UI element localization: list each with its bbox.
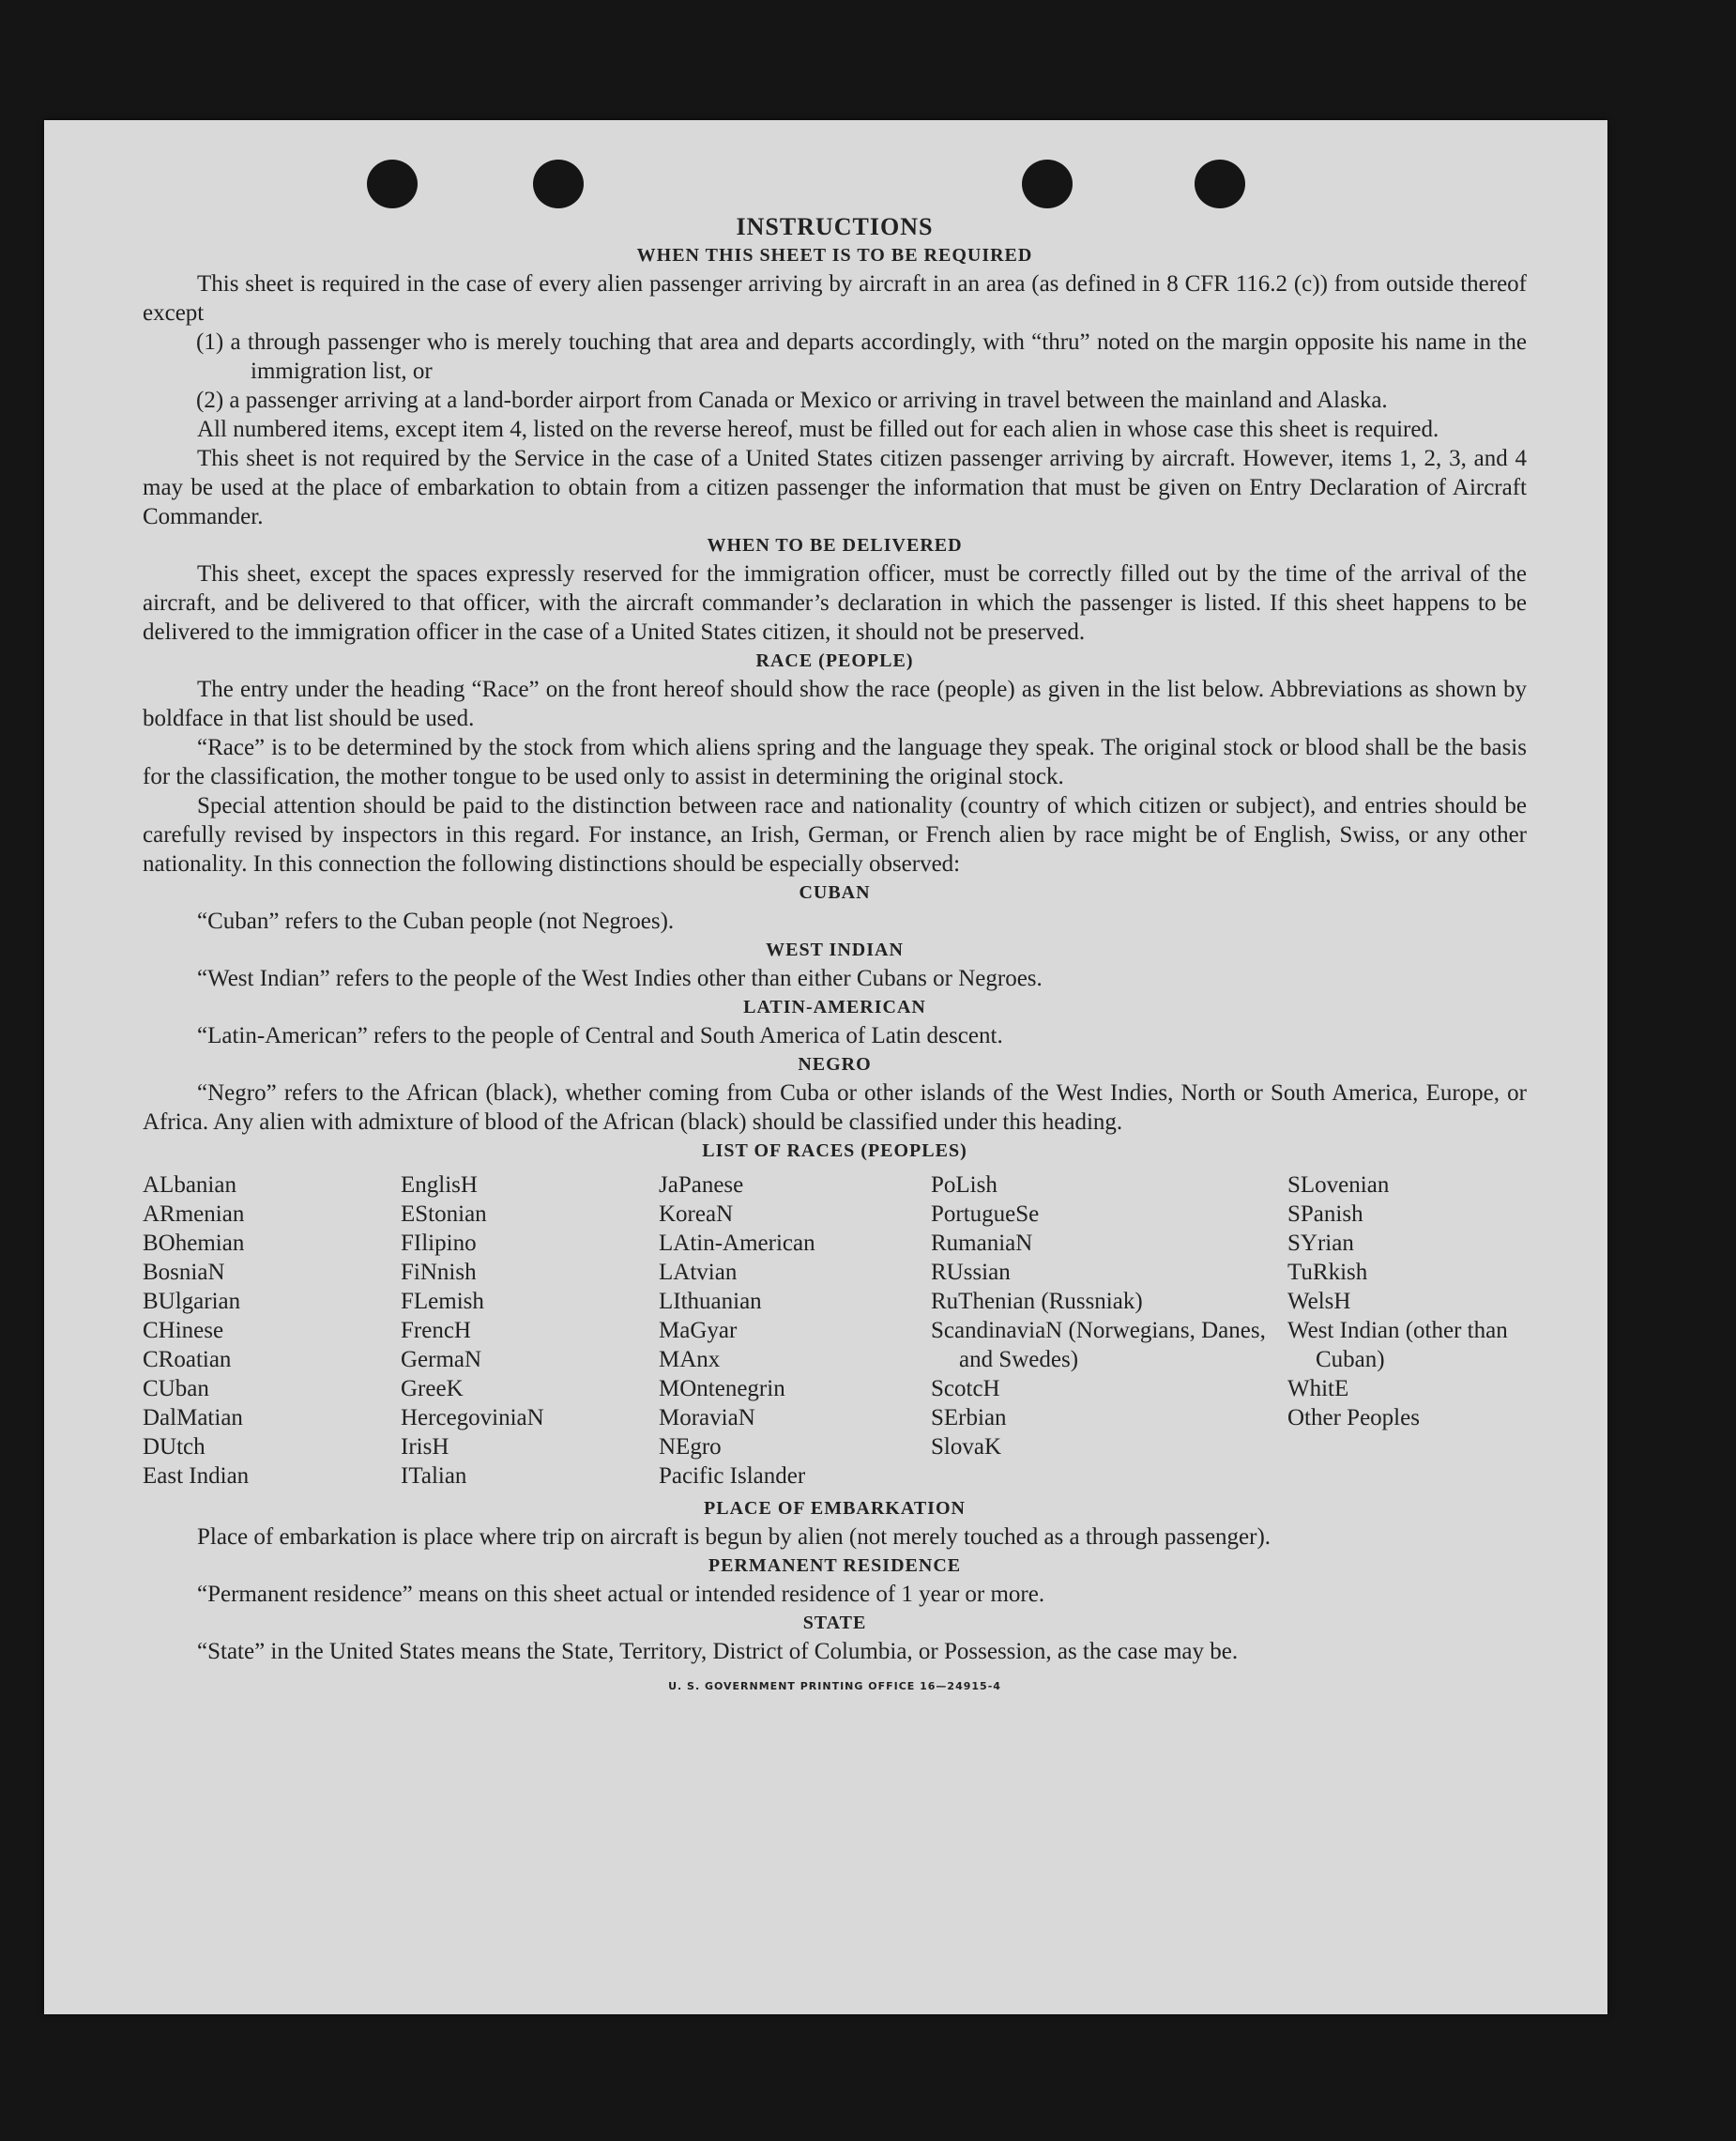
instructions-body xyxy=(143,212,1527,1701)
race-entry: EnglisH xyxy=(401,1172,478,1198)
paragraph: Place of embarkation is place where trip on aircraft is begun by alien (not merely touched as a through passenger). xyxy=(197,1524,1272,1550)
race-entry: ScotcH xyxy=(931,1376,1000,1401)
race-entry: EStonian xyxy=(401,1201,487,1227)
numbered-item: (1) a through passenger who is merely touching that area and departs accordingly, with “thru” noted on the margin opposite his name in the immigration list, or xyxy=(196,329,1527,384)
heading-when-required: WHEN THIS SHEET IS TO BE REQUIRED xyxy=(636,245,1033,266)
heading-when-delivered: WHEN TO BE DELIVERED xyxy=(707,535,963,556)
heading-latin-american: LATIN-AMERICAN xyxy=(743,997,926,1017)
heading-negro: NEGRO xyxy=(798,1054,872,1075)
race-entry: CRoatian xyxy=(143,1347,232,1372)
paragraph: “West Indian” refers to the people of the West Indies other than either Cubans or Negroes. xyxy=(197,966,1043,991)
race-entry: KoreaN xyxy=(659,1201,734,1227)
race-entry: GermaN xyxy=(401,1347,482,1372)
races-column xyxy=(659,1170,931,1491)
race-entry: FLemish xyxy=(401,1289,484,1314)
race-entry: FIlipino xyxy=(401,1231,477,1256)
race-entry: HercegoviniaN xyxy=(401,1405,544,1430)
race-entry: Pacific Islander xyxy=(659,1463,806,1489)
paragraph: “Negro” refers to the African (black), whether coming from Cuba or other islands of the West Indies, North or South America, Europe, or Africa. Any alien with admixture of blood of the African (black) should be classified under this heading. xyxy=(143,1080,1527,1135)
race-entry: RuThenian (Russniak) xyxy=(931,1289,1143,1314)
paragraph: Special attention should be paid to the distinction between race and nationality (country of which citizen or subject), and entries should be carefully revised by inspectors in this regard. For instance, an Irish, German, or French alien by race might be of English, Swiss, or any other nationality. In this connection the following distinctions should be especially observed: xyxy=(143,793,1527,877)
race-entry: West Indian (other than Cuban) xyxy=(1287,1318,1508,1372)
paragraph: This sheet is not required by the Service in the case of a United States citizen passenger arriving by aircraft. However, items 1, 2, 3, and 4 may be used at the place of embarkation to obtain from a citizen passenger the information that must be given on Entry Declaration of Aircraft Commander. xyxy=(143,446,1527,529)
race-entry: TuRkish xyxy=(1287,1260,1368,1285)
punch-hole xyxy=(533,160,584,208)
race-entry: BOhemian xyxy=(143,1231,245,1256)
race-entry: WhitE xyxy=(1287,1376,1349,1401)
race-entry: CHinese xyxy=(143,1318,224,1343)
paragraph: “Cuban” refers to the Cuban people (not Negroes). xyxy=(197,909,675,934)
race-entry: MaGyar xyxy=(659,1318,738,1343)
heading-race: RACE (PEOPLE) xyxy=(755,650,914,671)
race-entry: JaPanese xyxy=(659,1172,744,1198)
race-entry: ALbanian xyxy=(143,1172,236,1198)
race-entry: FrencH xyxy=(401,1318,471,1343)
race-entry: PortugueSe xyxy=(931,1201,1040,1227)
race-entry: GreeK xyxy=(401,1376,464,1401)
race-entry: CUban xyxy=(143,1376,209,1401)
punch-hole xyxy=(367,160,418,208)
heading-list-of-races: LIST OF RACES (PEOPLES) xyxy=(702,1140,967,1161)
heading-cuban: CUBAN xyxy=(799,882,871,903)
race-entry: LAtin-American xyxy=(659,1231,815,1256)
races-list xyxy=(143,1170,1527,1491)
heading-west-indian: WEST INDIAN xyxy=(766,940,904,960)
race-entry: NEgro xyxy=(659,1434,722,1460)
paragraph: “Permanent residence” means on this sheet actual or intended residence of 1 year or more. xyxy=(197,1582,1045,1607)
race-entry: IrisH xyxy=(401,1434,449,1460)
race-entry: SLovenian xyxy=(1287,1172,1390,1198)
race-entry: ScandinaviaN (Norwegians, Danes, and Swedes) xyxy=(931,1318,1266,1372)
punch-hole xyxy=(1022,160,1073,208)
race-entry: RumaniaN xyxy=(931,1231,1033,1256)
race-entry: LAtvian xyxy=(659,1260,738,1285)
page-title: INSTRUCTIONS xyxy=(736,213,934,240)
paragraph: “Latin-American” refers to the people of Central and South America of Latin descent. xyxy=(197,1023,1003,1048)
race-entry: Other Peoples xyxy=(1287,1405,1420,1430)
paragraph: “State” in the United States means the State, Territory, District of Columbia, or Possession, as the case may be. xyxy=(197,1639,1239,1664)
race-entry: ITalian xyxy=(401,1463,467,1489)
numbered-item: (2) a passenger arriving at a land-border airport from Canada or Mexico or arriving in travel between the mainland and Alaska. xyxy=(196,388,1388,413)
race-entry: BUlgarian xyxy=(143,1289,241,1314)
race-entry: SPanish xyxy=(1287,1201,1363,1227)
paragraph: The entry under the heading “Race” on the front hereof should show the race (people) as given in the list below. Abbreviations as shown by boldface in that list should be used. xyxy=(143,677,1527,731)
races-column xyxy=(931,1170,1287,1491)
paragraph: This sheet is required in the case of every alien passenger arriving by aircraft in an area (as defined in 8 CFR 116.2 (c)) from outside thereof except xyxy=(143,271,1527,326)
race-entry: LIthuanian xyxy=(659,1289,762,1314)
punch-hole xyxy=(1195,160,1245,208)
race-entry: PoLish xyxy=(931,1172,997,1198)
race-entry: ARmenian xyxy=(143,1201,245,1227)
heading-state: STATE xyxy=(802,1613,867,1633)
document-sheet xyxy=(44,120,1607,2014)
race-entry: DalMatian xyxy=(143,1405,243,1430)
race-entry: WelsH xyxy=(1287,1289,1351,1314)
race-entry: FiNnish xyxy=(401,1260,477,1285)
race-entry: MoraviaN xyxy=(659,1405,755,1430)
races-column xyxy=(143,1170,401,1491)
race-entry: SErbian xyxy=(931,1405,1007,1430)
race-entry: MOntenegrin xyxy=(659,1376,785,1401)
race-entry: SYrian xyxy=(1287,1231,1354,1256)
heading-embarkation: PLACE OF EMBARKATION xyxy=(704,1498,966,1519)
race-entry: East Indian xyxy=(143,1463,250,1489)
race-entry: RUssian xyxy=(931,1260,1011,1285)
paragraph: All numbered items, except item 4, listed on the reverse hereof, must be filled out for each alien in whose case this sheet is required. xyxy=(197,417,1439,442)
races-column xyxy=(1287,1170,1527,1491)
heading-permanent-residence: PERMANENT RESIDENCE xyxy=(708,1555,962,1576)
paragraph: “Race” is to be determined by the stock from which aliens spring and the language they speak. The original stock or blood shall be the basis for the classification, the mother tongue to be used only to assist in determining the original stock. xyxy=(143,735,1527,789)
races-column xyxy=(401,1170,659,1491)
printer-imprint: U. S. GOVERNMENT PRINTING OFFICE 16—24915-4 xyxy=(668,1680,1001,1692)
paragraph: This sheet, except the spaces expressly reserved for the immigration officer, must be correctly filled out by the time of the arrival of the aircraft, and be delivered to that officer, with the aircraft commander’s declaration in which the passenger is listed. If this sheet happens to be delivered to the immigration officer in the case of a United States citizen, it should not be preserved. xyxy=(143,561,1527,645)
race-entry: SlovaK xyxy=(931,1434,1001,1460)
race-entry: MAnx xyxy=(659,1347,721,1372)
race-entry: BosniaN xyxy=(143,1260,225,1285)
race-entry: DUtch xyxy=(143,1434,206,1460)
